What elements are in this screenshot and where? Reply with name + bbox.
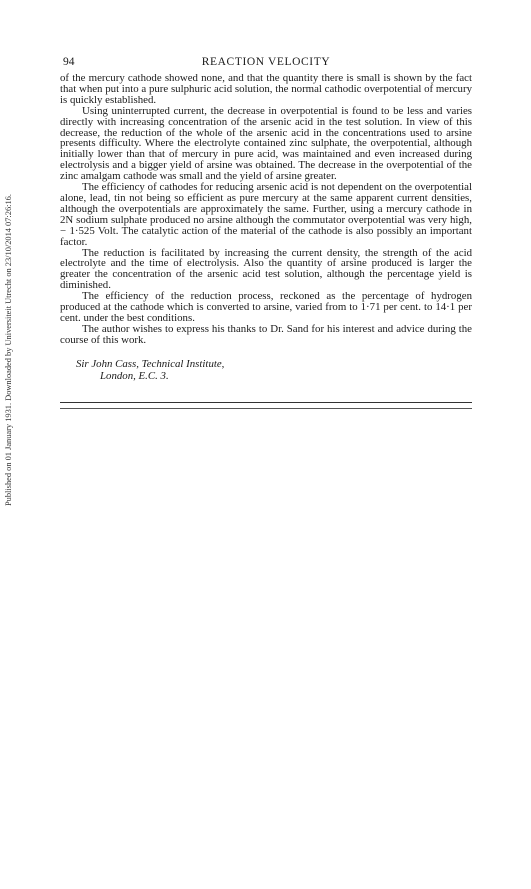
address-line: Sir John Cass, Technical Institute,: [76, 357, 225, 370]
running-title: REACTION VELOCITY: [201, 56, 331, 68]
end-rule: [60, 402, 472, 409]
page-header: [60, 56, 472, 72]
page-number: 94: [63, 56, 75, 68]
body-text: [60, 73, 472, 346]
paragraph: The reduction is facilitated by increasing the current density, the strength of the acid electrolyte and the time of electrolysis. Also the quantity of arsine produced is larger the greater the concentration of the arsenic acid test solution, although the percentage yield is diminished.: [60, 246, 472, 292]
paragraph: The efficiency of cathodes for reducing arsenic acid is not dependent on the overpotential alone, lead, tin not being so efficient as pure mercury at the same apparent current densities, although the overpotentials are approximately the same. Further, using a mercury cathode in 2N sodium sulphate produced no arsine although the commutator overpotential was very high, − 1·525 Volt. The catalytic action of the material of the cathode is also possibly an important factor.: [60, 181, 472, 248]
paragraph: Using uninterrupted current, the decrease in overpotential is found to be less and varies directly with increasing concentration of the arsenic acid in the test solution. In view of this decrease, the reduction of the whole of the arsenic acid in the concentrations used to arsine presents difficulty. Where the electrolyte contained zinc sulphate, the overpotential, although initially lower than that of mercury in pure acid, was maintained and even increased during electrolysis and a bigger yield of arsine was obtained. The decrease in the overpotential of the zinc amalgam cathode was small and the yield of arsine greater.: [60, 104, 472, 183]
address-line: London, E.C. 3.: [100, 370, 169, 383]
author-address: [60, 358, 472, 383]
download-notice: Published on 01 January 1931. Downloaded by Universiteit Utrecht on 23/10/2014 07:26:16.: [4, 194, 13, 506]
paragraph: The author wishes to express his thanks to Dr. Sand for his interest and advice during the course of this work.: [60, 322, 472, 346]
paragraph: of the mercury cathode showed none, and that the quantity there is small is shown by the fact that when put into a pure sulphuric acid solution, the normal cathodic overpotential of mercury is quickly established.: [60, 72, 472, 106]
paragraph: The efficiency of the reduction process, reckoned as the percentage of hydrogen produced at the cathode which is converted to arsine, varied from to 1·71 per cent. to 14·1 per cent. under the best conditions.: [60, 290, 472, 324]
page-content: [60, 56, 472, 409]
